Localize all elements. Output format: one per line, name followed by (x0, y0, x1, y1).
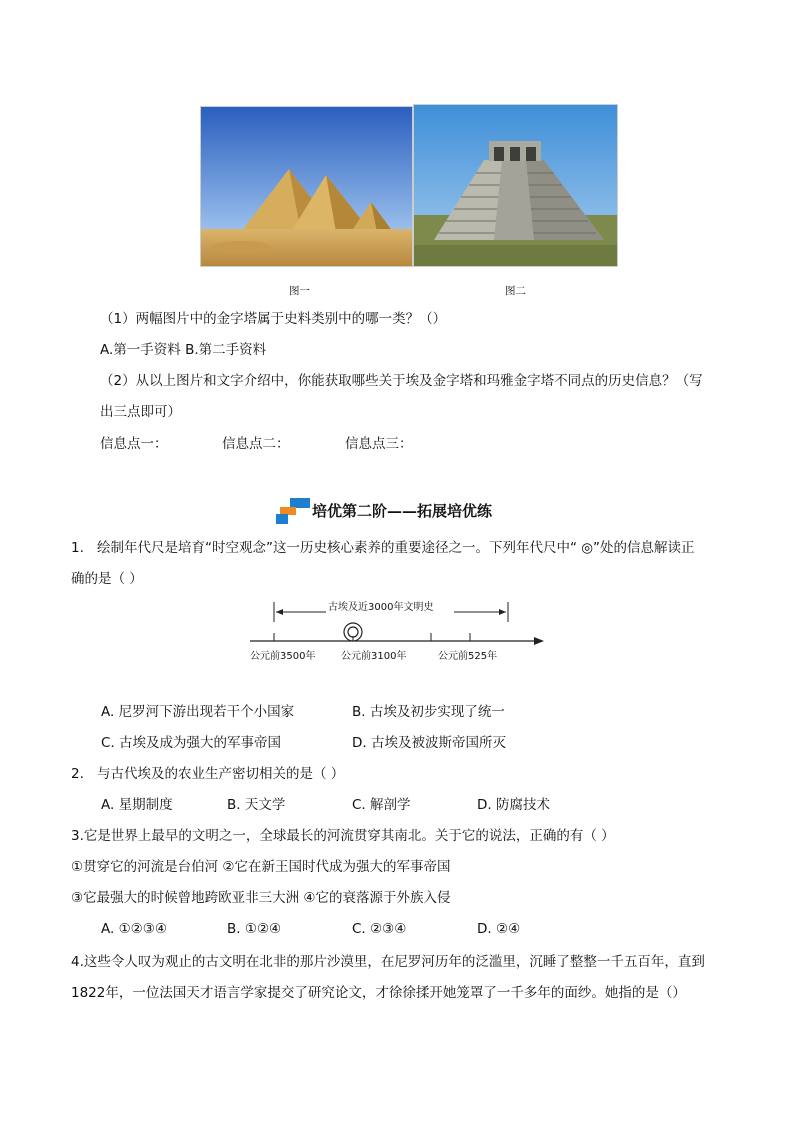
part1-question-1: （1）两幅图片中的金字塔属于史料类别中的哪一类？（） (100, 311, 447, 327)
q3-option-d: D. ②④ (477, 921, 521, 937)
q2-option-c: C. 解剖学 (352, 797, 411, 813)
timeline-tick-3500bc: 公元前3500年 (250, 651, 316, 662)
egyptian-pyramids-image (200, 106, 413, 267)
timeline-tick-525bc: 公元前525年 (438, 651, 498, 662)
part1-question-2-line-1: （2）从以上图片和文字介绍中，你能获取哪些关于埃及金字塔和玛雅金字塔不同点的历史信息？（写 (100, 373, 703, 389)
info-point-1: 信息点一： (100, 436, 168, 452)
timeline-tick-3100bc: 公元前3100年 (341, 651, 407, 662)
q1-stem-line-1: 绘制年代尺是培育“时空观念”这一历史核心素养的重要途径之一。下列年代尺中“ ◎”处的信息解读正 (97, 540, 695, 556)
q3-stem: 3.它是世界上最早的文明之一，全球最长的河流贯穿其南北。关于它的说法，正确的有（ ） (71, 828, 615, 844)
egyptian-pyramids-drawing (201, 107, 412, 266)
timeline-span-label: 古埃及近3000年文明史 (328, 602, 434, 613)
q2-option-d: D. 防腐技术 (477, 797, 550, 813)
q3-statements-2: ③它最强大的时候曾地跨欧亚非三大洲 ④它的衰落源于外族入侵 (71, 890, 451, 906)
timeline (250, 596, 545, 666)
section-title-icon (276, 498, 310, 524)
q3-statements-1: ①贯穿它的河流是台伯河 ②它在新王国时代成为强大的军事帝国 (71, 859, 451, 875)
q1-option-d: D. 古埃及被波斯帝国所灭 (352, 735, 506, 751)
q4-stem-line-1: 4.这些令人叹为观止的古文明在北非的那片沙漠里，在尼罗河历年的泛滥里，沉睡了整整一千五百年，直到 (71, 954, 705, 970)
part1-question-2-line-2: 出三点即可） (100, 404, 181, 420)
q1-option-c: C. 古埃及成为强大的军事帝国 (101, 735, 282, 751)
section-title: 培优第二阶——拓展培优练 (312, 502, 493, 520)
mayan-pyramid-image (413, 104, 618, 267)
q1-option-a: A. 尼罗河下游出现若干个小国家 (101, 704, 295, 720)
q2-option-b: B. 天文学 (227, 797, 286, 813)
q1-option-b: B. 古埃及初步实现了统一 (352, 704, 505, 720)
figure-1-caption: 图一 (289, 285, 310, 297)
q4-stem-line-2: 1822年，一位法国天才语言学家提交了研究论文，才徐徐揉开她笼罩了一千多年的面纱。她指的是（） (71, 985, 686, 1001)
q2-stem: 与古代埃及的农业生产密切相关的是（ ） (97, 766, 345, 782)
q1-stem-line-2: 确的是（ ） (71, 571, 143, 587)
mayan-pyramid-drawing (414, 105, 617, 266)
info-point-2: 信息点二： (222, 436, 290, 452)
q2-option-a: A. 星期制度 (101, 797, 173, 813)
q3-option-b: B. ①②④ (227, 921, 282, 937)
figure-2-caption: 图二 (505, 285, 526, 297)
q3-option-a: A. ①②③④ (101, 921, 167, 937)
q1-number: 1. (71, 540, 84, 556)
part1-question-1-options: A.第一手资料 B.第二手资料 (100, 342, 267, 358)
q2-number: 2. (71, 766, 84, 782)
q3-option-c: C. ②③④ (352, 921, 407, 937)
info-point-3: 信息点三： (345, 436, 413, 452)
